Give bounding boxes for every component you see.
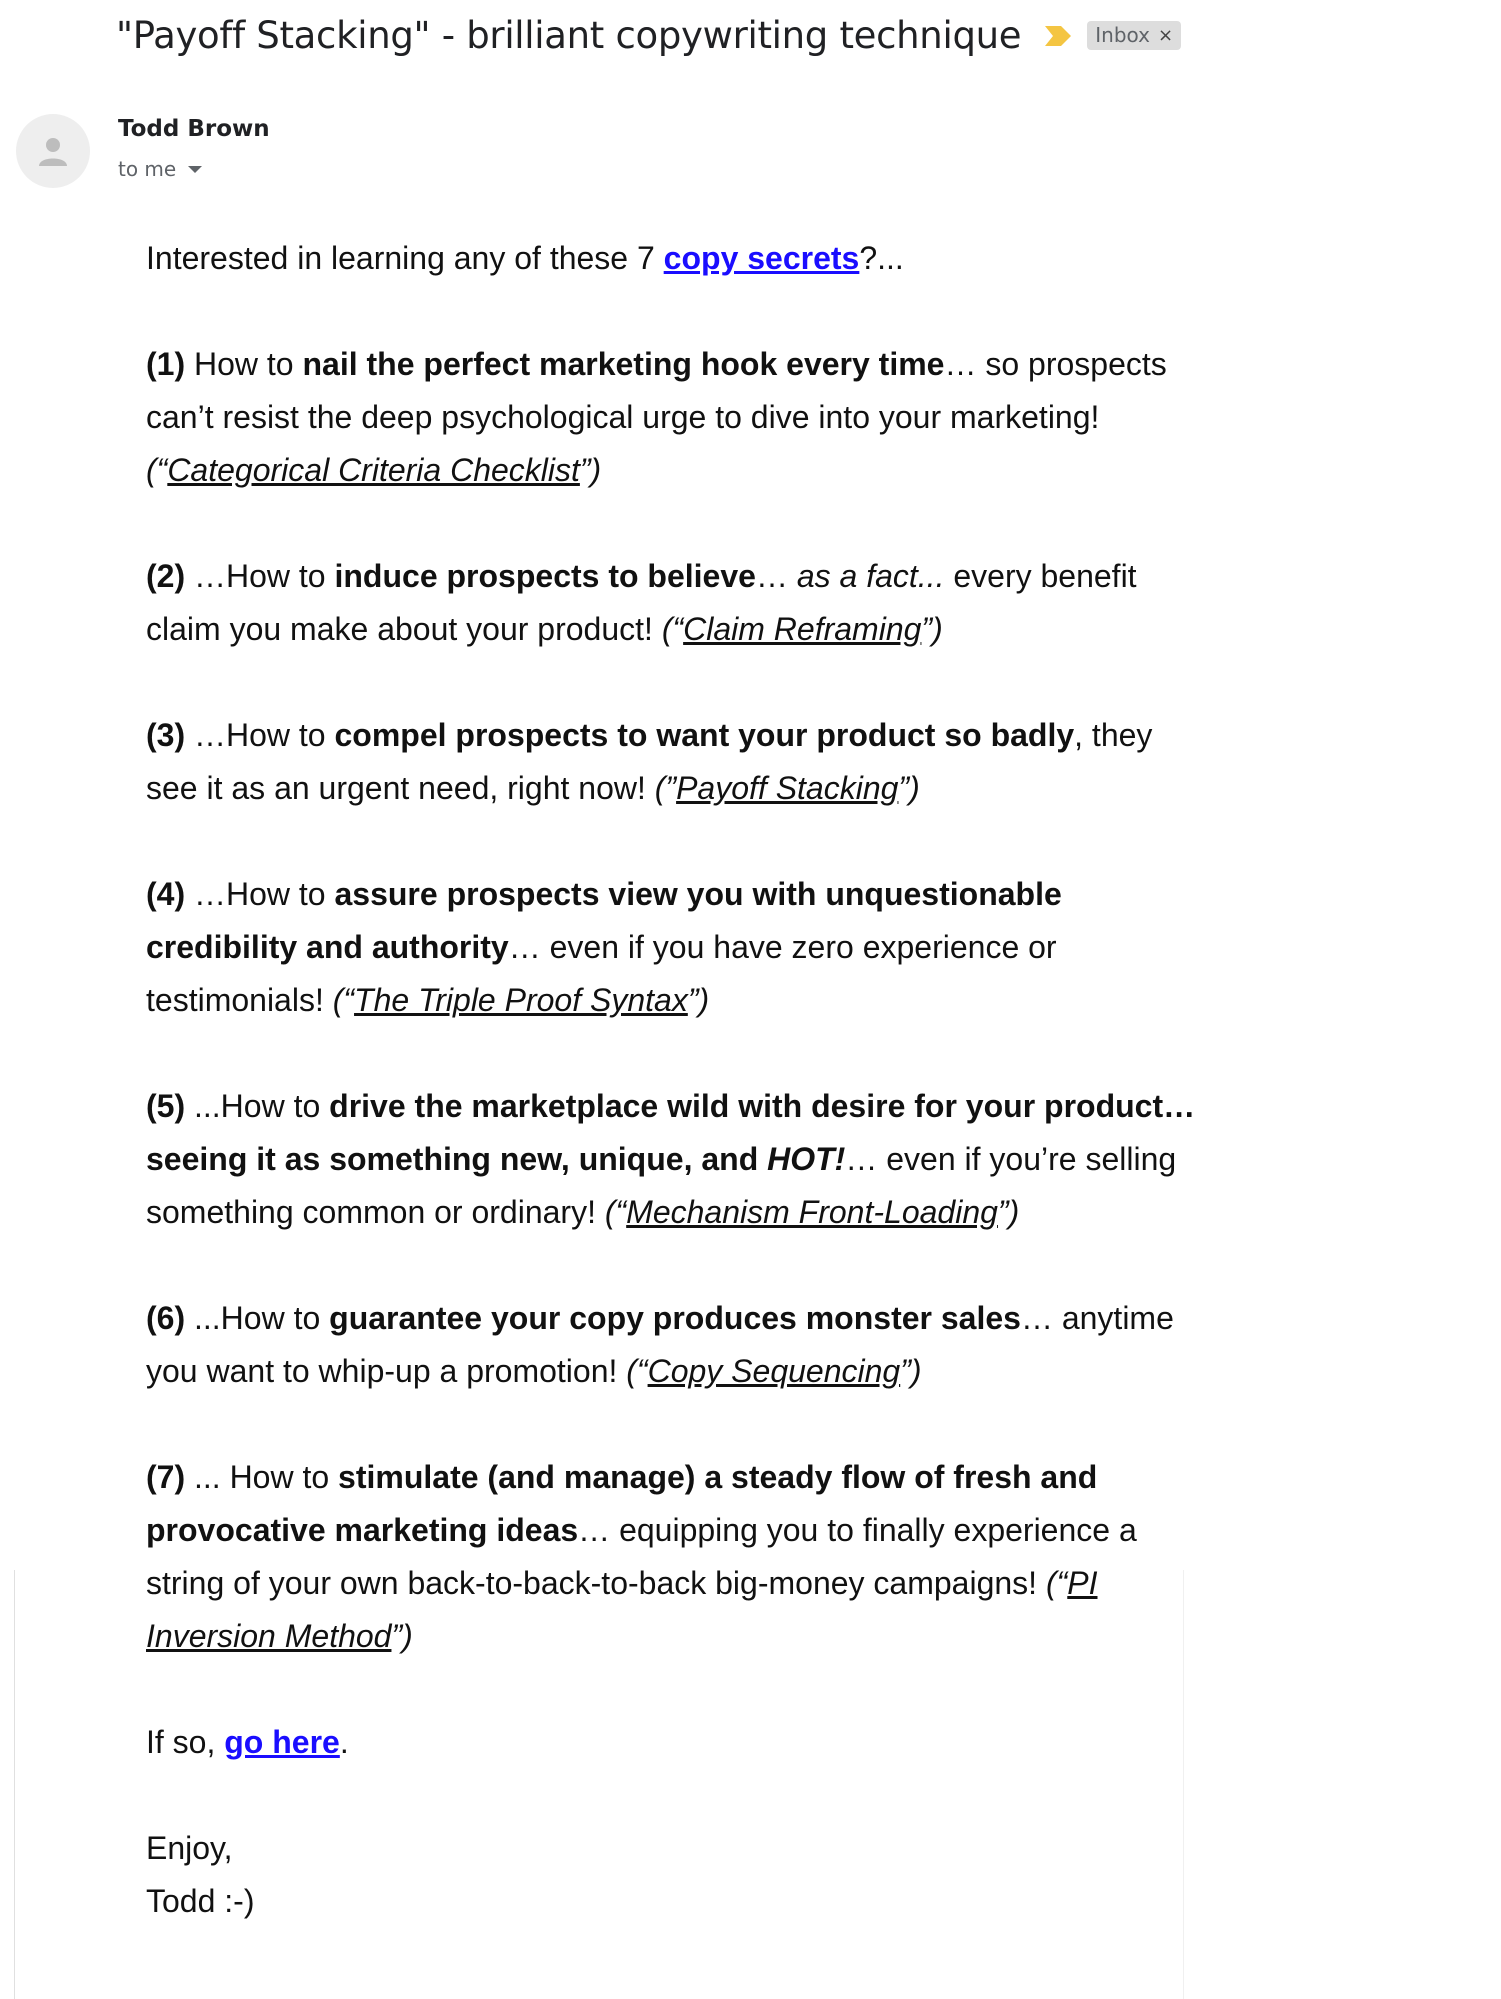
item-text: … anytime you want to whip-up a promotion! [146,1300,1174,1389]
item-text: … [755,558,797,594]
item-bold: stimulate (and manage) a steady flow of fresh and provocative marketing ideas [146,1459,1098,1548]
cta-text: If so, [146,1724,225,1760]
subject-row [116,14,1181,57]
item-quote-open: (“ [626,1353,648,1389]
list-item [146,1292,1206,1398]
item-number: (5) [146,1088,186,1124]
cta-paragraph [146,1716,1206,1769]
item-quote-close: ”) [579,452,602,488]
copy-secrets-link[interactable]: copy secrets [663,240,860,276]
item-text: … so prospects can’t resist the deep psychological urge to dive into your marketing! [146,346,1167,435]
item-text: … even if you have zero experience or testimonials! [146,929,1057,1018]
person-icon [36,134,70,168]
item-bold: drive the marketplace wild with desire for your product… seeing it as something new, unique, and [146,1088,1196,1177]
technique-link[interactable]: Mechanism Front-Loading [626,1194,998,1230]
item-bold: nail the perfect marketing hook every time [302,346,945,382]
item-bold: assure prospects view you with unquestionable credibility and authority [146,876,1062,965]
item-text: … even if you’re selling something common or ordinary! [146,1141,1177,1230]
importance-marker-icon[interactable] [1043,24,1073,48]
item-text: … equipping you to finally experience a string of your own back-to-back-to-back big-money campaigns! [146,1512,1137,1601]
list-item [146,1451,1206,1663]
item-lead: …How to [185,717,335,753]
item-italic: as a fact... [796,558,945,594]
item-quote-open: (“ [146,452,168,488]
item-lead: ...How to [185,1088,330,1124]
item-lead: …How to [185,876,335,912]
item-number: (1) [146,346,186,382]
intro-suffix: ?... [859,240,904,276]
technique-link[interactable]: Categorical Criteria Checklist [167,452,580,488]
item-quote-close: ”) [391,1618,413,1654]
intro-text: Interested in learning any of these 7 [146,240,664,276]
message-body [146,232,1206,1928]
item-quote-open: (“ [661,611,684,647]
intro-paragraph [146,232,1206,285]
item-quote-open: (“ [1045,1565,1068,1601]
cta-suffix: . [339,1724,349,1760]
item-number: (3) [146,717,186,753]
divider [14,1570,15,1999]
item-text: , they see it as an urgent need, right now! [146,717,1153,806]
remove-label-icon[interactable]: × [1157,24,1174,46]
item-quote-open: (” [654,770,677,806]
item-lead: ...How to [185,1300,330,1336]
list-item [146,709,1206,815]
signature-text: Todd :-) [146,1883,255,1919]
sender-name[interactable]: Todd Brown [118,116,270,142]
item-quote-open: (“ [332,982,355,1018]
technique-link[interactable]: Payoff Stacking [676,770,899,806]
list-item [146,338,1206,497]
item-bold-italic: HOT! [767,1141,846,1177]
inbox-label-text: Inbox [1095,23,1150,47]
chevron-down-icon[interactable] [188,166,202,173]
inbox-label-chip[interactable] [1087,21,1181,50]
item-quote-close: ”) [900,1353,922,1389]
item-quote-open: (“ [604,1194,627,1230]
signoff-text: Enjoy, [146,1830,233,1866]
item-number: (4) [146,876,186,912]
technique-link[interactable]: Claim Reframing [683,611,922,647]
item-text: every benefit claim you make about your product! [146,558,1137,647]
item-quote-close: ”) [921,611,943,647]
item-bold: induce prospects to believe [334,558,756,594]
item-lead: ... How to [185,1459,339,1495]
item-lead: How to [185,346,303,382]
item-number: (6) [146,1300,186,1336]
item-number: (7) [146,1459,186,1495]
go-here-link[interactable]: go here [224,1724,340,1760]
item-quote-close: ”) [898,770,920,806]
list-item [146,868,1206,1027]
item-bold: compel prospects to want your product so badly [334,717,1075,753]
item-quote-close: ”) [997,1194,1020,1230]
item-quote-close: ”) [687,982,710,1018]
item-number: (2) [146,558,186,594]
technique-link[interactable]: The Triple Proof Syntax [354,982,688,1018]
item-bold: guarantee your copy produces monster sales [329,1300,1021,1336]
recipient-text: to me [118,157,177,181]
signoff-paragraph [146,1822,1206,1928]
email-subject: "Payoff Stacking" - brilliant copywriting technique [116,14,1022,57]
recipient-details[interactable] [118,157,202,181]
technique-link[interactable]: Copy Sequencing [647,1353,901,1389]
list-item [146,550,1206,656]
technique-link[interactable]: PI Inversion Method [146,1565,1098,1654]
item-lead: …How to [185,558,335,594]
list-item [146,1080,1206,1239]
avatar[interactable] [16,114,90,188]
